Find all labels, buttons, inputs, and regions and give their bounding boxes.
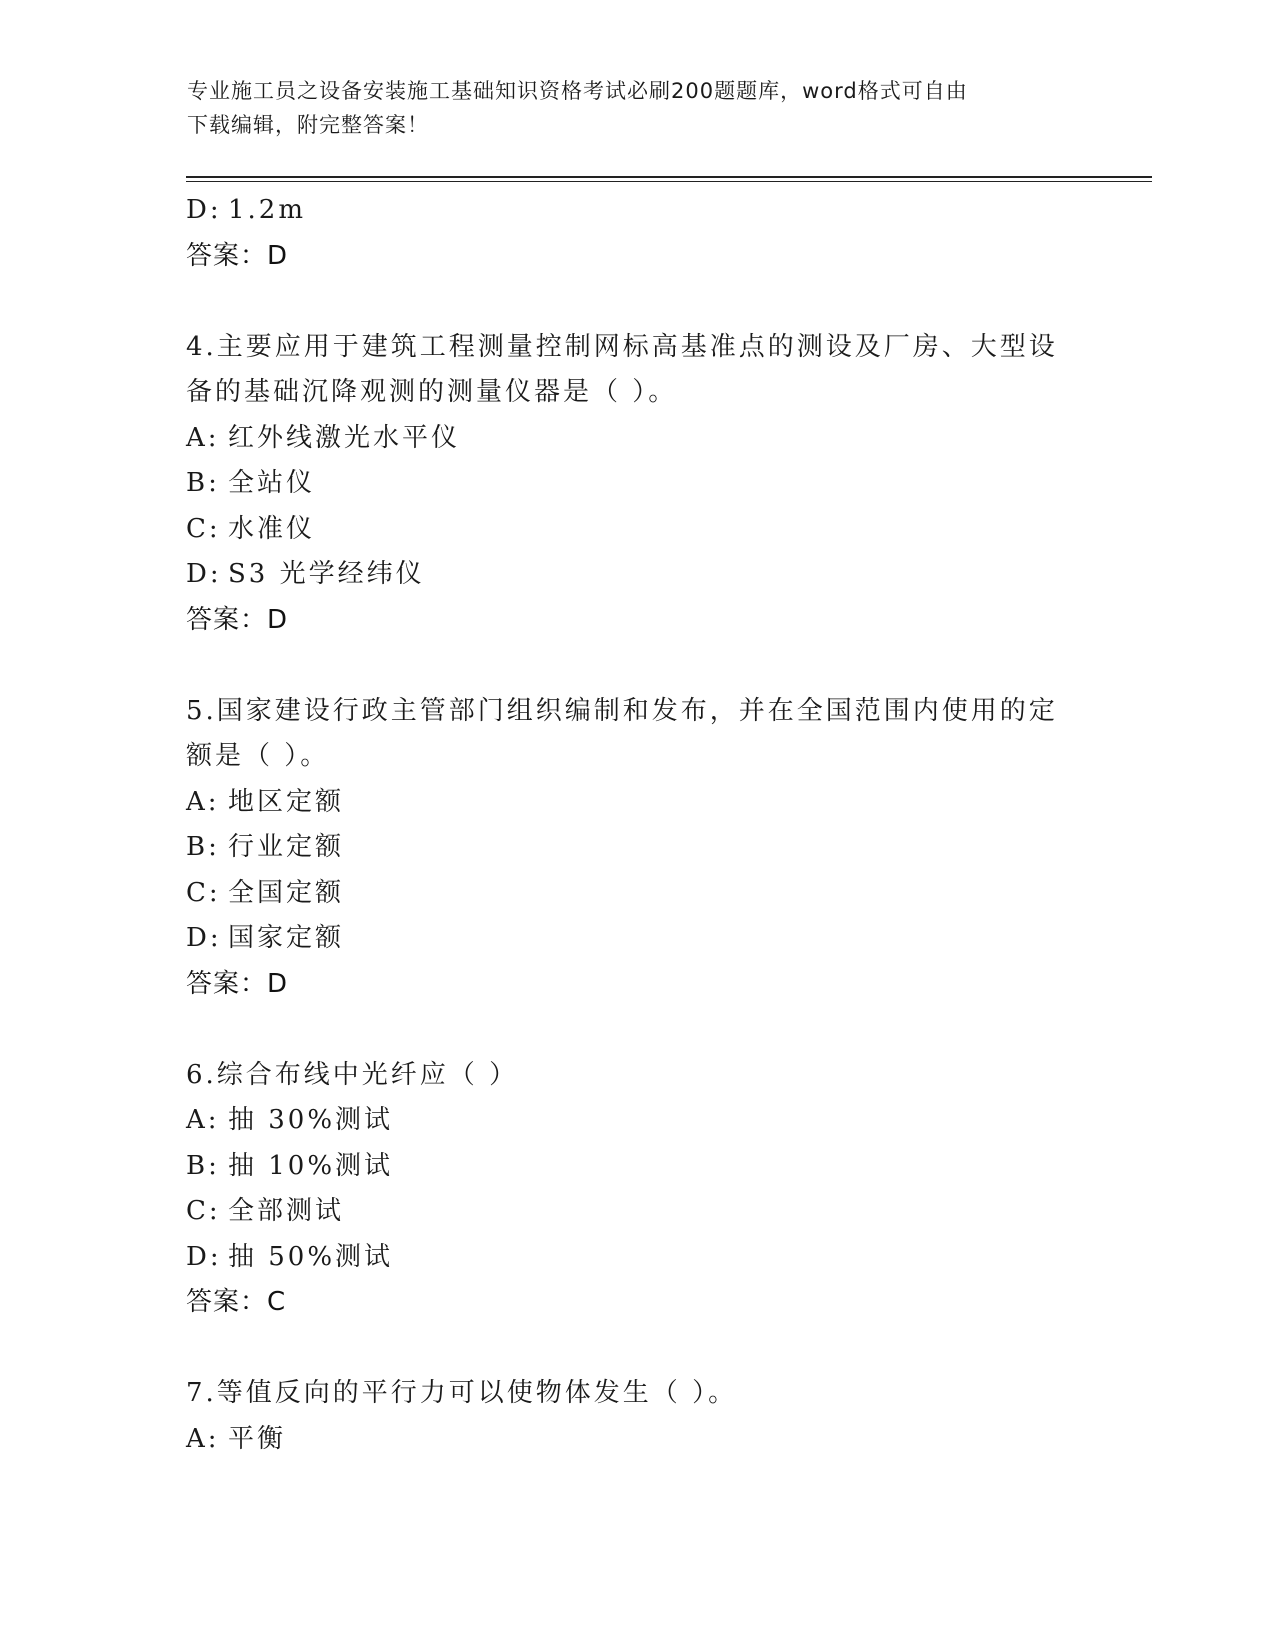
answer-key: 答案：C	[186, 1287, 287, 1317]
answer-option	[186, 507, 1086, 553]
option-text: 平衡	[228, 1423, 287, 1454]
answer-option	[186, 1417, 1086, 1463]
option-letter: D:	[186, 559, 222, 589]
option-letter: C:	[186, 1196, 221, 1226]
answer-option	[186, 871, 1086, 917]
question-block	[186, 325, 1086, 644]
answer-option	[186, 825, 1086, 871]
answer-option	[186, 188, 1086, 234]
question-block	[186, 1053, 1086, 1326]
header-divider-thick	[186, 176, 1152, 178]
option-text: 地区定额	[228, 786, 345, 817]
option-letter: A:	[186, 1105, 220, 1135]
answer-option	[186, 780, 1086, 826]
option-text: 1.2m	[228, 195, 307, 225]
answer-option	[186, 552, 1086, 598]
answer-key: 答案：D	[186, 240, 289, 271]
option-text: 水准仪	[228, 513, 316, 544]
option-text: 抽 50%测试	[228, 1241, 394, 1272]
question-stem-line: 4.主要应用于建筑工程测量控制网标高基准点的测设及厂房、大型设	[186, 331, 1058, 362]
question-spacer	[186, 643, 1086, 689]
answer-option	[186, 916, 1086, 962]
option-text: 红外线激光水平仪	[228, 422, 461, 453]
option-text: 抽 30%测试	[228, 1105, 394, 1135]
option-letter: B:	[186, 468, 220, 498]
answer-key: 答案：D	[186, 968, 289, 999]
option-letter: D:	[186, 1241, 222, 1272]
question-spacer	[186, 1326, 1086, 1372]
question-block	[186, 1371, 1086, 1462]
answer-option	[186, 1144, 1086, 1190]
option-letter: A:	[186, 1423, 220, 1454]
answer-option	[186, 1189, 1086, 1235]
header-title-line-2: 下载编辑，附完整答案！	[187, 113, 429, 137]
option-text: 全国定额	[228, 877, 345, 908]
option-text: 行业定额	[228, 832, 345, 862]
option-letter: C:	[186, 513, 221, 544]
question-stem-line: 5.国家建设行政主管部门组织编制和发布，并在全国范围内使用的定	[186, 695, 1058, 726]
question-tail-block	[186, 188, 1086, 279]
question-stem-line: 额是（ ）。	[186, 741, 330, 771]
answer-key: 答案：D	[186, 604, 289, 635]
answer-option	[186, 1235, 1086, 1281]
header-divider-thin	[186, 181, 1152, 182]
option-letter: A:	[186, 786, 220, 817]
question-stem-line: 7.等值反向的平行力可以使物体发生（ ）。	[186, 1378, 738, 1408]
document-header	[187, 74, 1087, 142]
question-stem-line: 6.综合布线中光纤应（ ）	[186, 1059, 519, 1090]
option-letter: C:	[186, 877, 221, 908]
answer-option	[186, 461, 1086, 507]
option-text: S3 光学经纬仪	[228, 559, 425, 589]
question-stem-line: 备的基础沉降观测的测量仪器是（ ）。	[186, 377, 678, 407]
option-letter: D:	[186, 195, 222, 225]
option-letter: B:	[186, 1150, 220, 1181]
option-letter: D:	[186, 923, 222, 953]
question-block	[186, 689, 1086, 1008]
answer-option	[186, 1098, 1086, 1144]
header-title-line-1: 专业施工员之设备安装施工基础知识资格考试必刷200题题库，word格式可自由	[187, 79, 968, 103]
option-text: 全站仪	[228, 468, 316, 498]
option-text: 国家定额	[228, 923, 345, 953]
question-spacer	[186, 279, 1086, 325]
option-letter: B:	[186, 832, 220, 862]
question-list	[186, 188, 1086, 1462]
option-letter: A:	[186, 422, 220, 453]
question-spacer	[186, 1007, 1086, 1053]
option-text: 抽 10%测试	[228, 1150, 394, 1181]
answer-option	[186, 416, 1086, 462]
option-text: 全部测试	[228, 1196, 345, 1226]
